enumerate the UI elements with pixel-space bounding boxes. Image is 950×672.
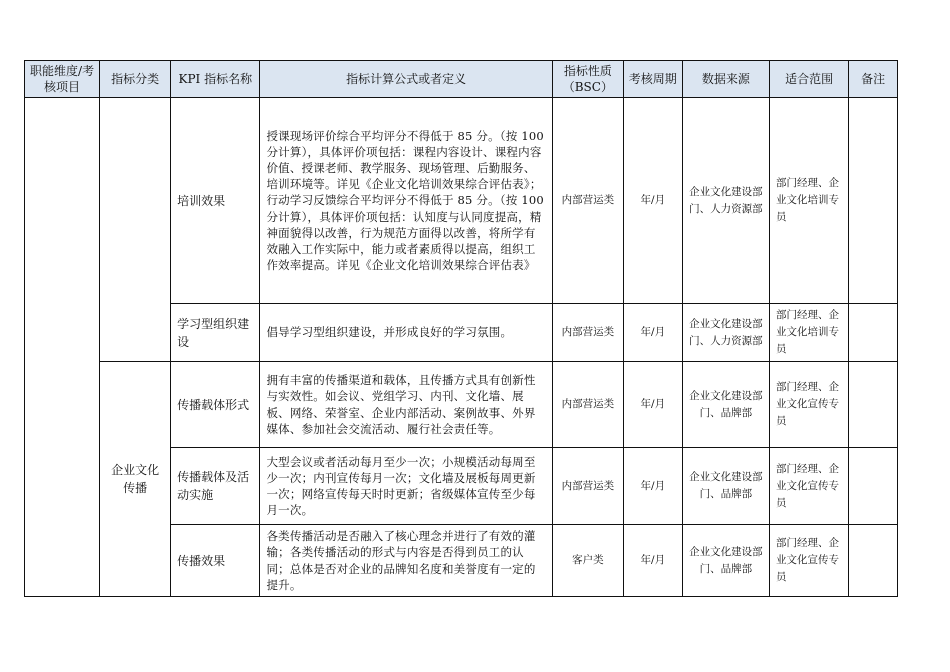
col-header-scope: 适合范围 xyxy=(770,61,849,98)
kpi-definition: 授课现场评价综合平均评分不得低于 85 分。（按 100 分计算），具体评价项包括：课程内容设计、课程内容价值、授课老师、教学服务、现场管理、后勤服务、培训环境等。详见《企业文化培训效果综合评估表》；行动学习反馈综合平均评分不得低于 85 分。（按 100 分计算），具体评价项包括：认知度与认同度提高，精神面貌得以改善，行为规范方面得以改善，将所学有效融入工作实际中，能力或者素质得以提高，组织工作效率提高。详见《企业文化培训效果综合评估表》 xyxy=(260,98,552,304)
kpi-nature: 内部营运类 xyxy=(552,362,623,448)
col-header-remark: 备注 xyxy=(849,61,898,98)
kpi-table xyxy=(24,60,898,597)
kpi-name: 传播载体形式 xyxy=(171,362,260,448)
col-header-source: 数据来源 xyxy=(682,61,769,98)
kpi-nature: 内部营运类 xyxy=(552,304,623,362)
kpi-nature: 客户类 xyxy=(552,525,623,597)
kpi-cycle: 年/月 xyxy=(623,304,682,362)
kpi-source: 企业文化建设部门、人力资源部 xyxy=(682,98,769,304)
kpi-name: 培训效果 xyxy=(171,98,260,304)
col-header-dimension: 职能维度/考核项目 xyxy=(25,61,100,98)
kpi-remark xyxy=(849,362,898,448)
kpi-remark xyxy=(849,525,898,597)
kpi-definition: 拥有丰富的传播渠道和载体，且传播方式具有创新性与实效性。如会议、党组学习、内刊、文化墙、展板、网络、荣誉室、企业内部活动、案例故事、外界媒体、参加社会交流活动、履行社会责任等。 xyxy=(260,362,552,448)
kpi-remark xyxy=(849,448,898,525)
col-header-nature: 指标性质（BSC） xyxy=(552,61,623,98)
kpi-definition: 大型会议或者活动每月至少一次；小规模活动每周至少一次；内刊宣传每月一次；文化墙及展板每周更新一次；网络宣传每天时时更新；省级媒体宣传至少每月一次。 xyxy=(260,448,552,525)
kpi-name: 学习型组织建设 xyxy=(171,304,260,362)
kpi-cycle: 年/月 xyxy=(623,98,682,304)
kpi-name: 传播效果 xyxy=(171,525,260,597)
col-header-cycle: 考核周期 xyxy=(623,61,682,98)
kpi-cycle: 年/月 xyxy=(623,448,682,525)
dimension-cell xyxy=(25,98,100,597)
col-header-definition: 指标计算公式或者定义 xyxy=(260,61,552,98)
kpi-scope: 部门经理、企业文化宣传专员 xyxy=(770,448,849,525)
kpi-source: 企业文化建设部门、品牌部 xyxy=(682,525,769,597)
kpi-scope: 部门经理、企业文化宣传专员 xyxy=(770,525,849,597)
kpi-definition: 倡导学习型组织建设，并形成良好的学习氛围。 xyxy=(260,304,552,362)
kpi-scope: 部门经理、企业文化培训专员 xyxy=(770,98,849,304)
kpi-cycle: 年/月 xyxy=(623,362,682,448)
kpi-nature: 内部营运类 xyxy=(552,98,623,304)
kpi-source: 企业文化建设部门、品牌部 xyxy=(682,448,769,525)
header-row xyxy=(25,61,898,98)
kpi-remark xyxy=(849,98,898,304)
table-row xyxy=(25,98,898,304)
col-header-category: 指标分类 xyxy=(100,61,171,98)
kpi-scope: 部门经理、企业文化培训专员 xyxy=(770,304,849,362)
kpi-source: 企业文化建设部门、品牌部 xyxy=(682,362,769,448)
col-header-kpi-name: KPI 指标名称 xyxy=(171,61,260,98)
category-cell: 企业文化传播 xyxy=(100,362,171,597)
kpi-nature: 内部营运类 xyxy=(552,448,623,525)
category-cell xyxy=(100,98,171,362)
table-row xyxy=(25,362,898,448)
kpi-cycle: 年/月 xyxy=(623,525,682,597)
kpi-scope: 部门经理、企业文化宣传专员 xyxy=(770,362,849,448)
kpi-remark xyxy=(849,304,898,362)
kpi-name: 传播载体及活动实施 xyxy=(171,448,260,525)
kpi-source: 企业文化建设部门、人力资源部 xyxy=(682,304,769,362)
kpi-definition: 各类传播活动是否融入了核心理念并进行了有效的灌输；各类传播活动的形式与内容是否得到员工的认同；总体是否对企业的品牌知名度和美誉度有一定的提升。 xyxy=(260,525,552,597)
